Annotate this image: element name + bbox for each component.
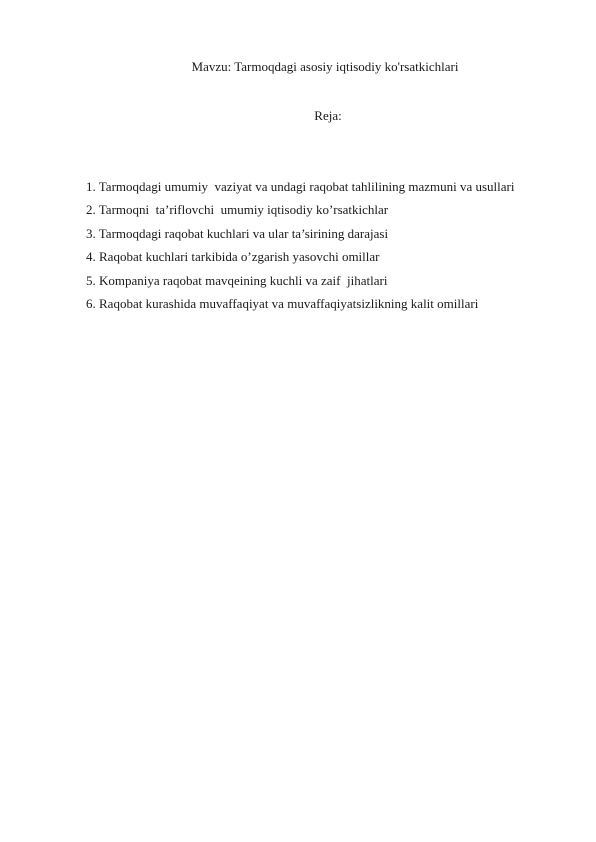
list-item [86,202,514,218]
list-item-text: Tarmoqni ta’riflovchi umumiy iqtisodiy ko’rsatkichlar [98,202,389,218]
list-item-text: Tarmoqdagi raqobat kuchlari va ular ta’sirining darajasi [98,225,389,241]
list-item-number: 3. [86,225,96,241]
list-item-text: Raqobat kuchlari tarkibida o’zgarish yasovchi omillar [99,249,380,265]
plan-list [86,179,514,319]
list-item [86,273,514,289]
list-item-text: Raqobat kurashida muvaffaqiyat va muvaffaqiyatsizlikning kalit omillari [99,295,479,311]
list-item [86,249,514,265]
list-item-number: 2. [86,202,96,218]
list-item [86,226,514,242]
list-item-text: Tarmoqdagi umumiy vaziyat va undagi raqobat tahlilining mazmuni va usullari [98,179,515,194]
list-item-number: 6. [86,295,96,311]
list-item-number: 4. [86,249,96,265]
page-title: Mavzu: Tarmoqdagi asosiy iqtisodiy ko'rsatkichlari [191,59,459,74]
list-item [86,179,514,195]
list-item-number: 5. [86,272,96,288]
list-item-text: Kompaniya raqobat mavqeining kuchli va zaif jihatlari [99,272,388,288]
list-item-number: 1. [86,179,96,194]
list-item [86,296,514,312]
plan-heading: Reja: [314,108,342,123]
